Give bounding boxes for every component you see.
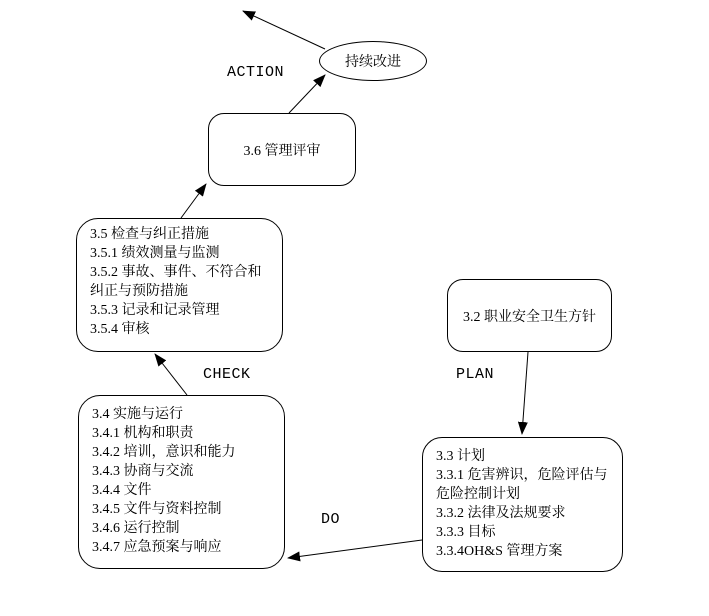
node-text-line: 3.4.5 文件与资料控制	[92, 502, 222, 517]
node-text-line: 3.3.2 法律及法规要求	[436, 506, 566, 521]
node-text-line: 3.5.3 记录和记录管理	[90, 303, 220, 318]
label-plan: PLAN	[456, 366, 495, 383]
node-text-line: 3.3.1 危害辨识，危险评估与	[436, 468, 608, 483]
node-text-line: 3.5.4 审核	[90, 322, 150, 337]
arrow-policy-to-planning	[522, 352, 528, 434]
node-continual-improvement-label: 持续改进	[345, 55, 401, 70]
node-management-review-label: 3.6 管理评审	[243, 143, 321, 159]
label-do: DO	[321, 511, 341, 528]
node-text-line: 3.5.2 事故、事件、不符合和	[90, 265, 262, 280]
node-text-line: 3.4.4 文件	[92, 483, 152, 498]
node-management-review	[208, 113, 356, 186]
node-implementation-operation	[78, 395, 285, 569]
arrow-do-to-check	[155, 354, 187, 395]
node-ohs-policy	[447, 279, 612, 352]
node-text-line: 3.5 检查与纠正措施	[90, 227, 209, 242]
node-text-line: 3.4.3 协商与交流	[92, 464, 194, 479]
node-text-line: 3.4.7 应急预案与响应	[92, 540, 222, 555]
node-text-line: 纠正与预防措施	[90, 284, 188, 299]
arrow-review-to-improvement	[289, 75, 325, 113]
node-text-line: 3.4 实施与运行	[92, 407, 183, 422]
node-planning	[422, 437, 623, 572]
arrow-improvement-out	[243, 11, 325, 49]
node-continual-improvement	[319, 41, 427, 81]
node-text-line: 3.5.1 绩效测量与监测	[90, 246, 220, 261]
node-text-line: 危险控制计划	[436, 487, 520, 502]
node-text-line: 3.4.2 培训，意识和能力	[92, 445, 236, 460]
node-ohs-policy-label: 3.2 职业安全卫生方针	[463, 309, 596, 325]
label-action: ACTION	[227, 64, 285, 81]
node-checking-corrective-action	[76, 218, 283, 352]
node-text-line: 3.3 计划	[436, 449, 485, 464]
arrow-check-to-review	[181, 184, 206, 218]
node-text-line: 3.3.3 目标	[436, 525, 496, 540]
label-check: CHECK	[203, 366, 251, 383]
node-text-line: 3.4.6 运行控制	[92, 521, 180, 536]
node-text-line: 3.3.4OH&S 管理方案	[436, 544, 563, 559]
arrow-planning-to-do	[288, 540, 422, 558]
node-text-line: 3.4.1 机构和职责	[92, 426, 194, 441]
